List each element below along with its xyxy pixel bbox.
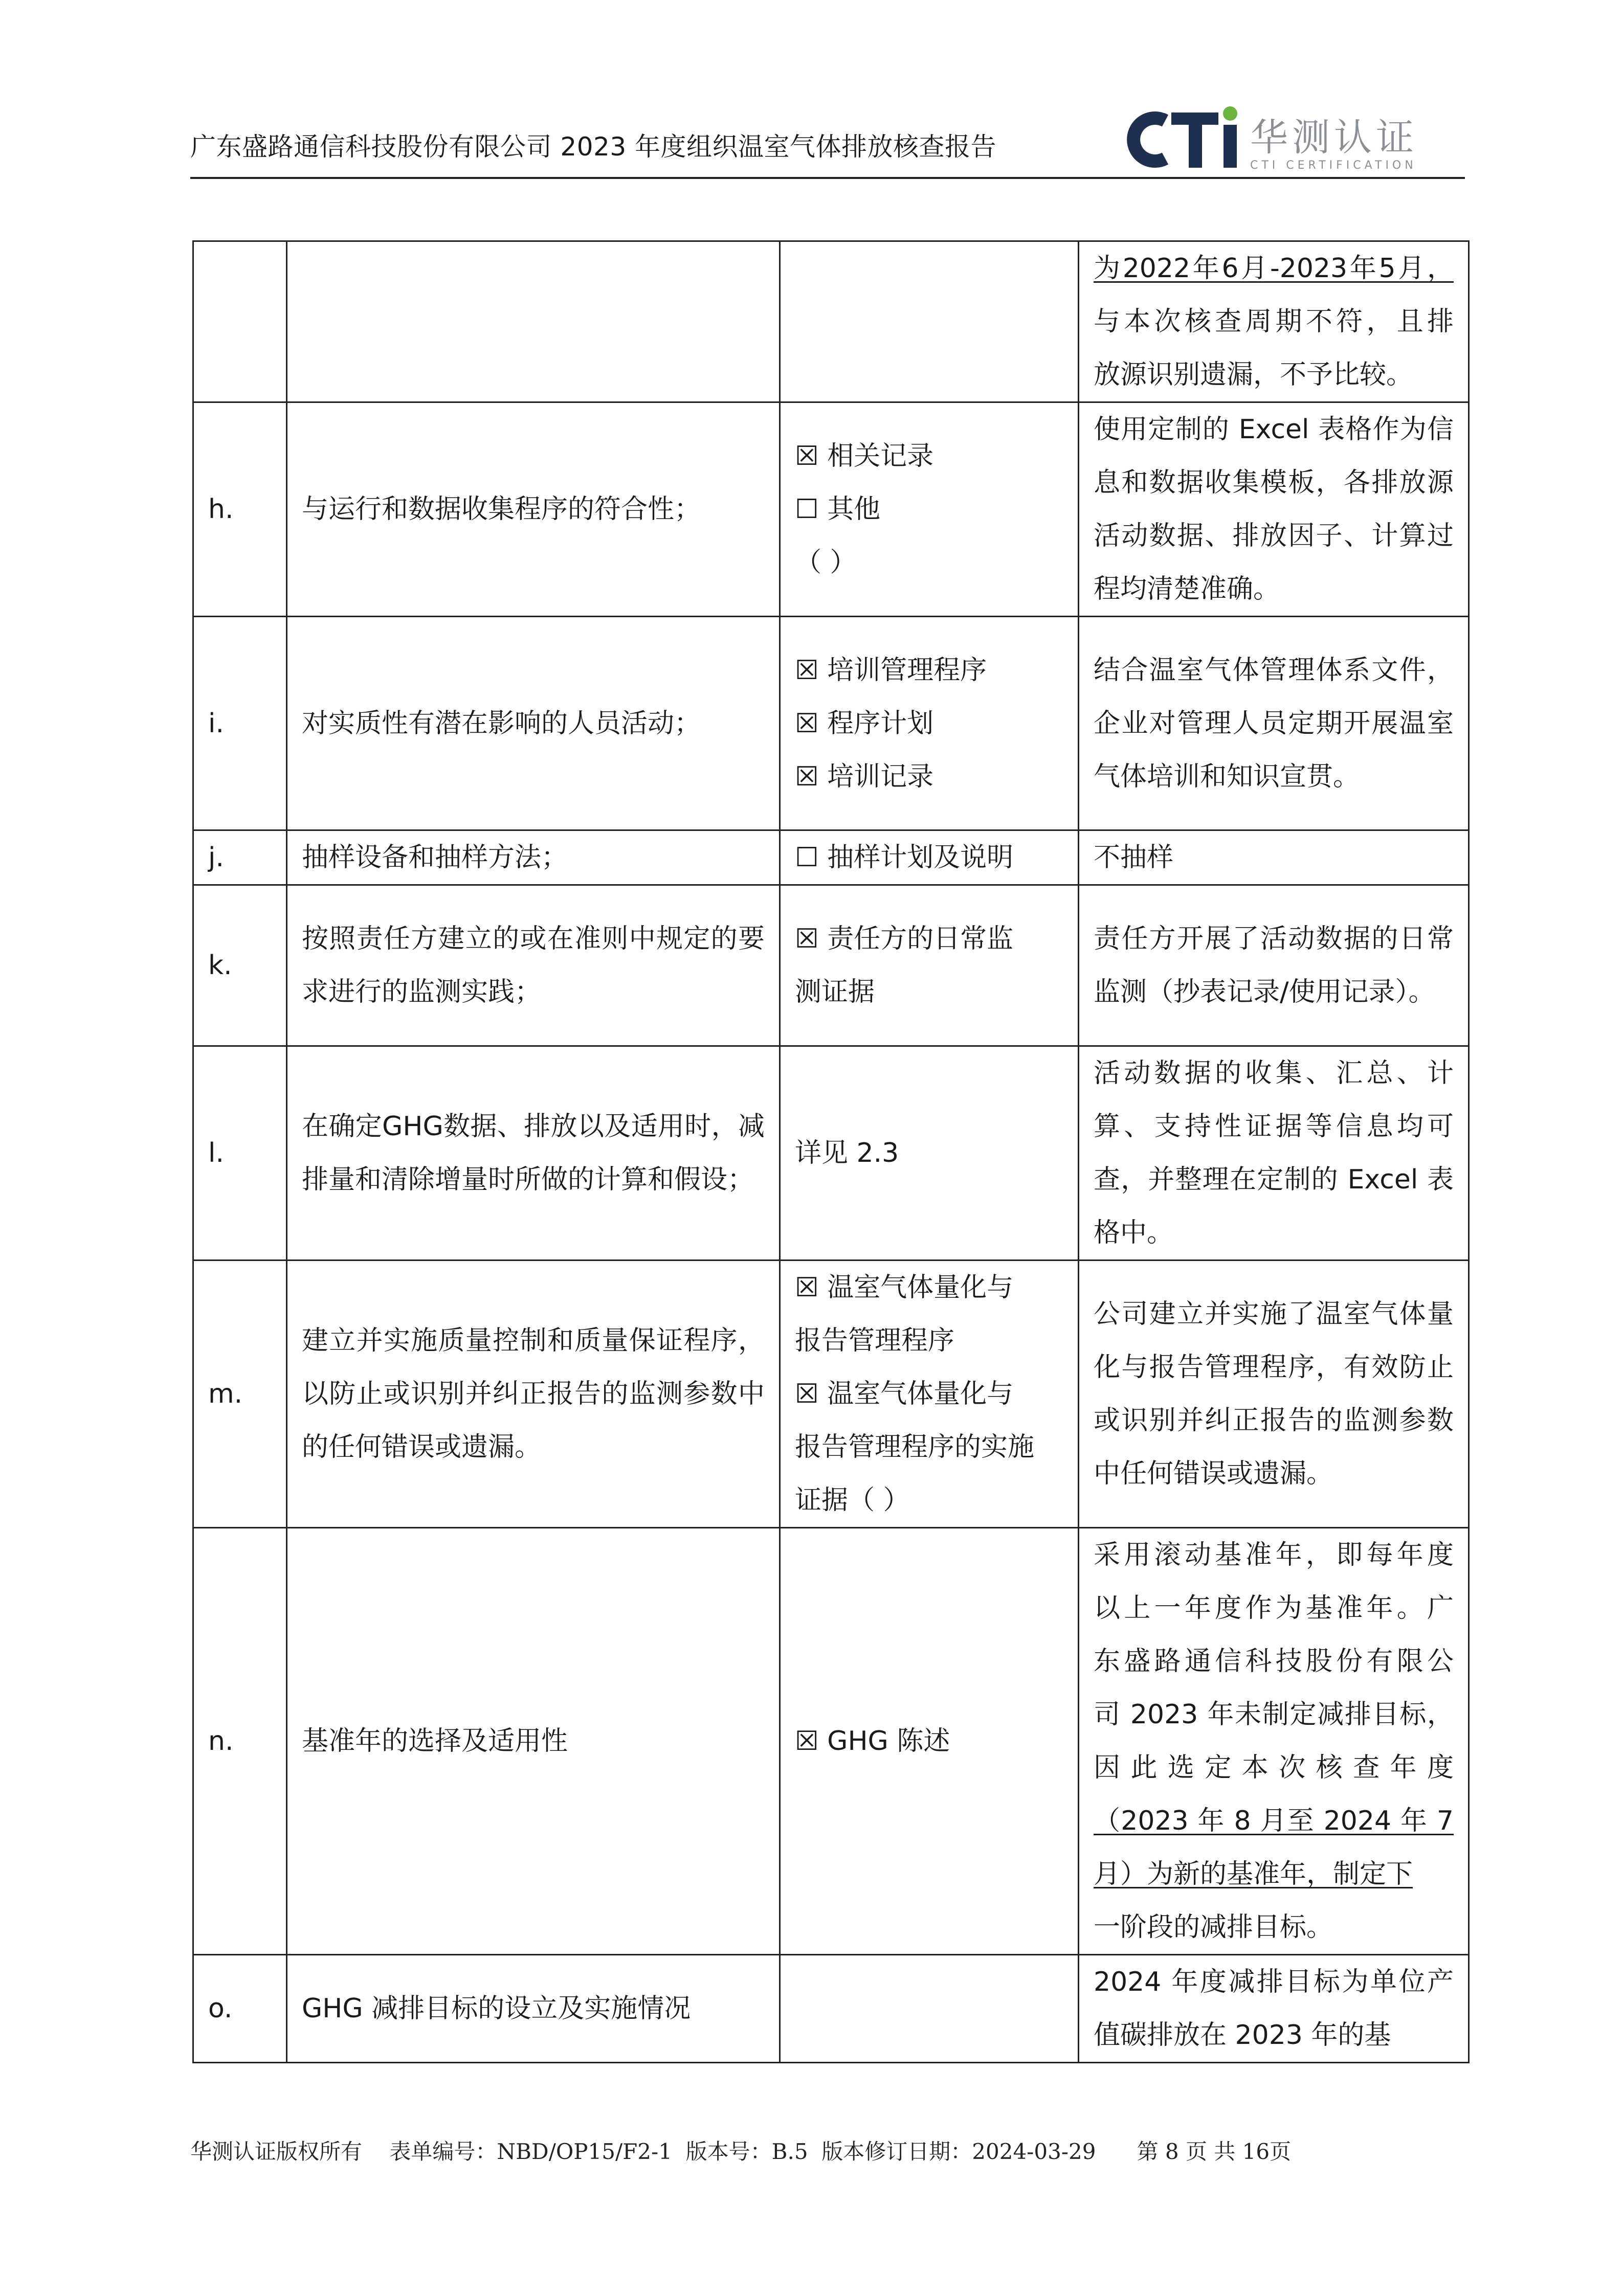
evidence-line: 报告管理程序的实施 [795,1432,1035,1462]
item-text: 建立并实施质量控制和质量保证程序，以防止或识别并纠正报告的监测参数中的任何错误或遗漏。 [302,1325,765,1462]
note-line: 与本次核查周期不符，且排 [1094,306,1454,337]
row-index-cell: i. [193,617,287,830]
note-line: 东盛路通信科技股份有限公 [1094,1646,1454,1677]
note-text: 2024 年度减排目标为单位产值碳排放在 2023 年的基 [1094,1967,1454,2051]
evidence-line: 详见 2.3 [795,1138,899,1168]
evidence-line: ☒ 温室气体量化与 [795,1379,1014,1409]
row-evidence-cell [780,402,1079,617]
evidence-line: 测证据 [795,977,875,1007]
note-line: 为2022年6月-2023年5月， [1094,253,1454,284]
row-evidence-cell [780,885,1079,1046]
evidence-line: ☐ 抽样计划及说明 [795,842,1014,873]
row-note-cell [1079,241,1469,402]
footer-page-number: 第 8 页 共 16页 [1137,2139,1292,2164]
row-evidence-cell [780,1528,1079,1955]
row-index-cell [193,241,287,402]
evidence-line: ☒ 培训管理程序 [795,655,987,686]
note-line: 月）为新的基准年，制定下 [1094,1859,1413,1889]
note-line: 放源识别遗漏，不予比较。 [1094,359,1413,390]
logo-name-cn: 华测认证 [1250,116,1418,160]
row-evidence-cell [780,241,1079,402]
evidence-line: ☒ 程序计划 [795,708,934,739]
row-evidence-cell [780,1260,1079,1528]
table-row-i [193,617,1469,830]
page-footer [190,2135,1291,2166]
row-item-cell [287,1260,780,1528]
evidence-line: 证据（ ） [795,1485,910,1516]
note-text: 活动数据的收集、汇总、计算、支持性证据等信息均可查，并整理在定制的 Excel 表格中。 [1094,1058,1454,1248]
evidence-line: （ ） [795,547,857,578]
row-note-cell [1079,402,1469,617]
row-note-cell [1079,1955,1469,2063]
row-item-cell: 与运行和数据收集程序的符合性； [287,402,780,617]
row-index-cell: j. [193,830,287,885]
row-index-cell: h. [193,402,287,617]
evidence-line: ☐ 其他 [795,494,881,525]
evidence-line: ☒ 相关记录 [795,441,934,471]
footer-revision-date: 版本修订日期：2024-03-29 [821,2139,1096,2164]
footer-version: 版本号：B.5 [685,2139,808,2164]
row-index-cell: l. [193,1046,287,1260]
evidence-line: 报告管理程序 [795,1325,955,1356]
note-line: 司 2023 年未制定减排目标， [1094,1699,1454,1730]
note-text: 使用定制的 Excel 表格作为信息和数据收集模板，各排放源活动数据、排放因子、计算过程均清楚准确。 [1094,414,1454,604]
row-note-cell: 不抽样 [1079,830,1469,885]
row-evidence-cell [780,1955,1079,2063]
row-note-cell [1079,885,1469,1046]
row-evidence-cell [780,830,1079,885]
table-row-o [193,1955,1469,2063]
table-row-h [193,402,1469,617]
row-note-cell [1079,1528,1469,1955]
note-text: 公司建立并实施了温室气体量化与报告管理程序，有效防止或识别并纠正报告的监测参数中任何错误或遗漏。 [1094,1299,1454,1489]
table-row-k [193,885,1469,1046]
logo-name-en: CTI CERTIFICATION [1250,159,1417,172]
verification-table [192,240,1470,2063]
row-note-cell [1079,617,1469,830]
note-line: 因此选定本次核查年度 [1094,1752,1454,1783]
row-item-cell: 基准年的选择及适用性 [287,1528,780,1955]
note-line: （2023 年 8 月至 2024 年 7 [1094,1806,1454,1836]
evidence-line: ☒ 责任方的日常监 [795,924,1014,954]
row-index-cell: m. [193,1260,287,1528]
table-row-j [193,830,1469,885]
row-item-cell: 抽样设备和抽样方法； [287,830,780,885]
note-text: 责任方开展了活动数据的日常监测（抄表记录/使用记录）。 [1094,924,1454,1007]
row-index-cell: n. [193,1528,287,1955]
evidence-line: ☒ 温室气体量化与 [795,1272,1014,1303]
table-row-l [193,1046,1469,1260]
table-row-n [193,1528,1469,1955]
footer-form-number: 表单编号：NBD/OP15/F2-1 [389,2139,672,2164]
row-note-cell [1079,1046,1469,1260]
row-index-cell: k. [193,885,287,1046]
row-item-cell [287,241,780,402]
note-line: 一阶段的减排目标。 [1094,1912,1333,1943]
evidence-line: ☒ GHG 陈述 [795,1726,950,1757]
row-evidence-cell [780,1046,1079,1260]
note-text: 结合温室气体管理体系文件，企业对管理人员定期开展温室气体培训和知识宣贯。 [1094,655,1454,792]
table-row-m [193,1260,1469,1528]
note-line: 采用滚动基准年，即每年度 [1094,1540,1454,1570]
row-item-cell [287,885,780,1046]
row-note-cell [1079,1260,1469,1528]
row-item-cell: 对实质性有潜在影响的人员活动； [287,617,780,830]
row-item-cell: GHG 减排目标的设立及实施情况 [287,1955,780,2063]
item-text: 在确定GHG数据、排放以及适用时，减排量和清除增量时所做的计算和假设； [302,1111,765,1195]
footer-copyright: 华测认证版权所有 [190,2139,363,2164]
row-index-cell: o. [193,1955,287,2063]
cti-logo [1118,101,1476,173]
row-item-cell [287,1046,780,1260]
report-header-title: 广东盛路通信科技股份有限公司 2023 年度组织温室气体排放核查报告 [190,132,997,162]
row-evidence-cell [780,617,1079,830]
header-rule [190,177,1465,179]
table-row-continuation [193,241,1469,402]
note-line: 以上一年度作为基准年。广 [1094,1593,1454,1624]
evidence-line: ☒ 培训记录 [795,761,934,792]
item-text: 按照责任方建立的或在准则中规定的要求进行的监测实践； [302,924,765,1007]
cti-logo-graphic [1118,101,1476,173]
